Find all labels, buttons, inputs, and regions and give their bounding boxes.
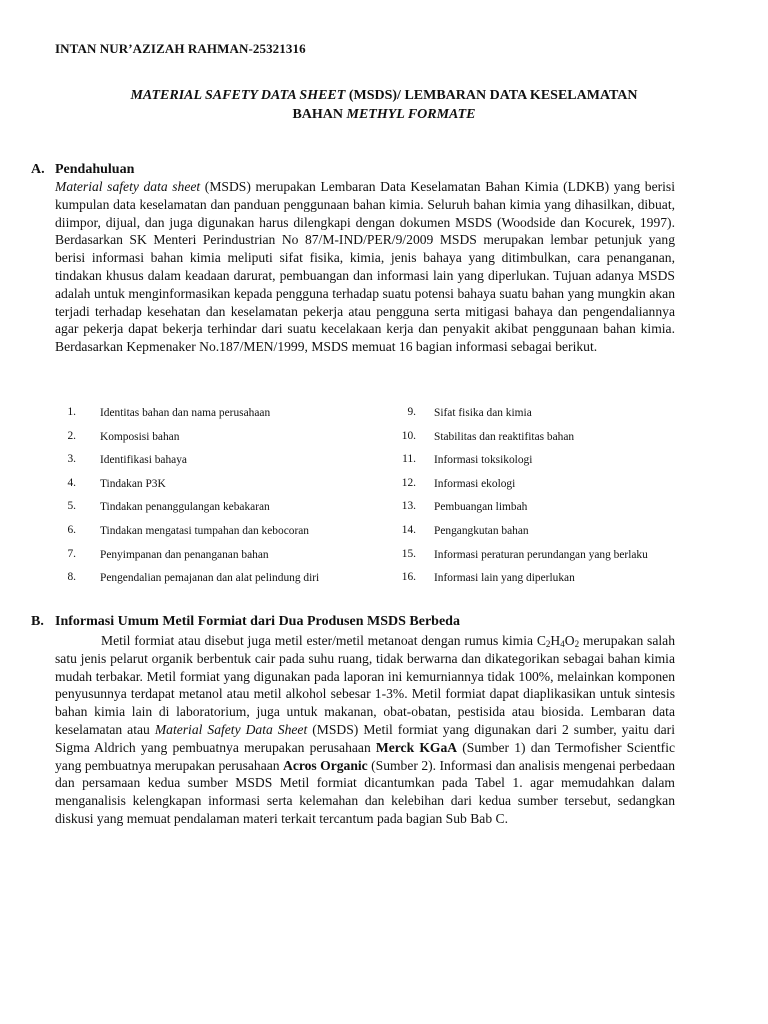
list-item-label: Penyimpanan dan penanganan bahan — [100, 548, 269, 561]
formula-sub-1: 2 — [545, 639, 551, 649]
list-item-label: Identitas bahan dan nama perusahaan — [100, 407, 271, 419]
para-b-text-1: Metil formiat atau disebut juga metil ester/metil metanoat dengan rumus kimia C — [101, 633, 546, 648]
title-italic-2: METHYL FORMATE — [346, 107, 476, 122]
list-item-label: Tindakan penanggulangan kebakaran — [100, 501, 270, 514]
list-item-label: Pengangkutan bahan — [434, 525, 529, 537]
formula-sub-3: 2 — [574, 639, 580, 649]
list-item-number: 3. — [67, 453, 76, 466]
title-rest: (MSDS)/ LEMBARAN DATA KESELAMATAN — [345, 88, 638, 103]
author-line: INTAN NUR’AZIZAH RAHMAN-25321316 — [55, 41, 306, 56]
merck-bold: Merck KGaA — [375, 739, 458, 755]
list-item-label: Pengendalian pemajanan dan alat pelindung diri — [100, 572, 320, 585]
list-item-number: 15. — [401, 547, 416, 560]
para-b-text-4: merupakan salah satu jenis pelarut organik berbentuk cair pada suhu ruang, tidak berwarna dan dikategorikan sebagai bahan kimia mudah terbakar. Metil formiat yang digunakan pada laporan ini kemurniannya tidak 100%, melainkan komponen penyusunnya terdapat metanol atau metil alkohol sebesar 1-3%. Metil formiat dapat diaplikasikan untuk sintesis bahan kimia lain di laboratorium, juga untuk makanan, obat-obatan, pestisida atau biosida. Lembaran data keselamatan atau — [55, 633, 675, 737]
list-item-label: Tindakan P3K — [100, 477, 166, 490]
list-item-label: Pembuangan limbah — [434, 501, 528, 514]
section-b-paragraph — [55, 632, 675, 828]
acros-bold: Acros Organic — [283, 757, 368, 773]
document-title-line-1 — [40, 88, 728, 104]
list-item-number: 5. — [67, 500, 76, 513]
list-item-number: 12. — [401, 476, 416, 489]
list-item-number: 11. — [402, 453, 416, 466]
section-b-letter: B. — [31, 614, 44, 629]
title-italic: MATERIAL SAFETY DATA SHEET — [130, 88, 346, 103]
section-a-letter: A. — [31, 162, 45, 177]
list-item-number: 9. — [407, 406, 416, 418]
list-item-number: 8. — [67, 571, 76, 584]
list-item-number: 2. — [67, 429, 76, 442]
para-b-text-10: (Sumber 2). Informasi dan analisis mengenai perbedaan dan persamaan kedua sumber MSDS Metil formiat dicantumkan pada Tabel 1. agar memudahkan dalam menganalisis kelengkapan informasi serta kelemahan dan kelebihan dari kedua sumber tersebut, sedangkan diskusi yang memuat pendalaman materi terkait tercantum pada bagian Sub Bab C. — [55, 757, 675, 826]
section-a-heading: Pendahuluan — [55, 162, 135, 177]
list-item-label: Identifikasi bahaya — [100, 454, 187, 467]
section-a-paragraph — [55, 178, 675, 356]
list-item-label: Stabilitas dan reaktifitas bahan — [434, 430, 575, 443]
list-item-number: 7. — [67, 547, 76, 560]
section-b-heading: Informasi Umum Metil Formiat dari Dua Produsen MSDS Berbeda — [55, 614, 460, 629]
para-a-text: (MSDS) merupakan Lembaran Data Keselamatan Bahan Kimia (LDKB) yang berisi kumpulan data keselamatan dan panduan penggunaan bahan kimia. Seluruh bahan kimia yang dihasilkan, dibuat, diimpor, dijual, dan juga digunakan harus dilengkapi dengan dokumen MSDS (Woodside dan Kocurek, 1997). Berdasarkan SK Menteri Perindustrian No 87/M-IND/PER/9/2009 MSDS merupakan lembar petunjuk yang berisi informasi bahan kimia meliputi sifat fisika, kimia, jenis bahaya yang ditimbulkan, cara penanganan, tindakan khusus dalam keadaan darurat, pembuangan dan informasi lain yang diperlukan. Tujuan adanya MSDS adalah untuk menginformasikan kepada pengguna terhadap suatu potensi bahaya suatu bahan yang mungkin akan terjadi terhadap kesehatan dan keselamatan pekerja atau pengguna serta mitigasi bahaya dan pengendaliannya agar pekerja dapat bekerja terhindar dari suatu kecelakaan kerja dan penyakit akibat penggunaan bahan kimia. Berdasarkan Kepmenaker No.187/MEN/1999, MSDS memuat 16 bagian informasi sebagai berikut. — [55, 179, 675, 355]
list-item-label: Informasi ekologi — [434, 477, 516, 490]
msds-italic: Material safety data sheet — [55, 179, 201, 194]
msds-italic-b: Material Safety Data Sheet — [154, 721, 308, 737]
list-item-number: 14. — [401, 524, 416, 536]
para-b-text-6: (MSDS) Metil formiat yang digunakan dari 2 sumber, yaitu dari Sigma Aldrich yang pembuatnya merupakan perusahaan — [55, 721, 675, 755]
para-b-text-2: H — [550, 633, 561, 648]
list-item-number: 16. — [401, 571, 416, 584]
formula-sub-2: 4 — [560, 639, 565, 649]
list-item-label: Tindakan mengatasi tumpahan dan kebocoran — [100, 525, 309, 537]
list-item-label: Informasi lain yang diperlukan — [434, 572, 575, 585]
list-item-number: 6. — [67, 524, 76, 536]
list-item-number: 1. — [67, 406, 76, 418]
list-item-number: 4. — [67, 476, 76, 489]
list-item-label: Sifat fisika dan kimia — [434, 407, 532, 419]
para-b-text-8: (Sumber 1) dan Termofisher Scientfic yang pembuatnya merupakan perusahaan — [55, 739, 675, 773]
list-item-number: 13. — [401, 500, 416, 513]
list-item-label: Informasi toksikologi — [434, 454, 533, 467]
title-prefix: BAHAN — [292, 107, 347, 122]
para-b-text-3: O — [564, 633, 575, 648]
list-item-label: Komposisi bahan — [100, 430, 180, 443]
list-item-number: 10. — [401, 429, 416, 442]
list-item-label: Informasi peraturan perundangan yang berlaku — [434, 548, 648, 561]
document-title-line-2 — [40, 107, 728, 123]
